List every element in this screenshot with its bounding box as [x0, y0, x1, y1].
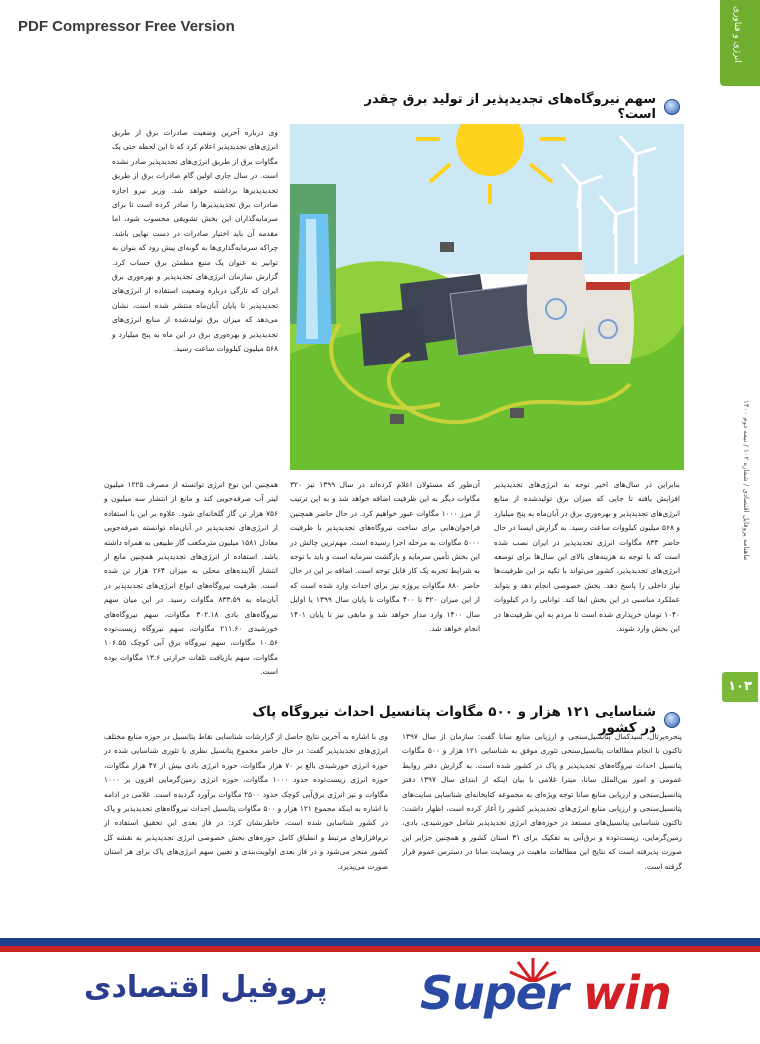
section1-column-right-top: وی درباره آخرین وضعیت صادرات برق از طریق انرژی‌های تجدیدپذیر اعلام کرد که تا این لحظه حتی یک مگاوات برق از طریق انرژی‌های تجدیدپذیر صادر نشده است. در سال جاری اولین گام صادرات برق از طریق تجدیدپذیرها برداشته خواهد شد. وزیر نیرو اجازه صادرات برق تجدیدپذیرها را صادر کرده است تا برای سرمایه‌گذاران این بخش تشویقی محسوب شود، اما مقدمه آن باید اختیار صادرات در دست نهایی باشد. چراکه سرمایه‌گذاری‌ها به گونه‌ای پیش رود که بتوان به توانیر به عنوان یک منبع مطمئن برق حساب کرد. گزارش سازمان انرژی‌های تجدیدپذیر و بهره‌وری برق ایران که تازگی درباره وضعیت استفاده از انرژی‌های تجدیدپذیر تا پایان آبان‌ماه منتشر شده است، نشان می‌دهد که میزان برق تولیدشده از منابع انرژی‌های تجدیدپذیر و بهره‌وری برق در این ماه به پنج میلیارد و ۵۶۸ میلیون کیلووات ساعت رسید.	[112, 128, 278, 354]
logo-part-win: win	[582, 966, 671, 1020]
section2-title: شناسایی ۱۲۱ هزار و ۵۰۰ مگاوات پتانسیل احداث نیروگاه پاک در کشور	[252, 704, 656, 736]
globe-bullet-icon	[664, 712, 680, 728]
section1-column-b: آن‌طور که مسئولان اعلام کرده‌اند در سال ۱۳۹۹ نیز ۳۲۰ مگاوات دیگر به این ظرفیت اضافه خواهد شد و به این ترتیب از مرز ۱۰۰۰ مگاوات عبور خواهیم کرد. در حال حاضر همچنین فراخوان‌هایی برای ساخت نیروگاه‌های تجدیدپذیر با ظرفیت ۵۰۰۰ مگاوات به مرحله اجرا رسیده است. مهم‌ترین چالش در این بخش تأمین سرمایه و بازگشت سرمایه است و باید با توجه به شرایط تجربه یک کار قابل توجه است. اضافه بر این در حال حاضر ۸۸۰ مگاوات پروژه نیز برای احداث وارد شده است که از این میزان ۳۲۰ تا ۴۰۰ مگاوات تا پایان سال ۱۳۹۹ یا اوایل سال ۱۴۰۰ وارد مدار خواهد شد و مابقی نیز تا پایان ۱۴۰۱ انجام خواهد شد.	[290, 480, 480, 634]
globe-bullet-icon	[664, 99, 680, 115]
section2-column-right: پنجره‌پرتال، سیدکمال پتانسیل‌سنجی و ارزیابی منابع سانا گفت: سازمان از سال ۱۳۹۷ تاکنون با انجام مطالعات پتانسیل‌سنجی تئوری موفق به شناسایی ۱۲۱ هزار و ۵۰۰ مگاوات پتانسیل احداث نیروگاه‌های تجدیدپذیر و پاک در کشور شده است. به گزارش دفتر روابط عمومی و امور بین‌الملل سانا، میترا غلامی با بیان اینکه از ابتدای سال ۱۳۹۷ دفتر پتانسیل‌سنجی و ارزیابی منابع سانا توجه ویژه‌ای به مجموعه کتابخانه‌ای شناسایی سایت‌های پتانسیل‌سنجی و ارزیابی منابع انرژی‌های تجدیدپذیر کشور را آغاز کرده است، اظهار داشت: تاکنون شناسایی پتانسیل‌های مستعد در حوزه‌های انرژی تجدیدپذیر شامل خورشیدی، بادی، زمین‌گرمایی، زیست‌توده و برق‌آبی به تفکیک برای ۳۱ استان کشور و همچنین جزایر این صورت پذیرفته است که نتایج این مطالعات ماهیت در وبسایت سانا در دسترس عموم قرار گرفته است.	[402, 732, 683, 871]
page-number: ۱۰۳	[722, 672, 758, 702]
superwin-logo	[420, 960, 740, 1032]
renewable-energy-illustration	[290, 124, 684, 470]
section1-column-c: بنابراین در سال‌های اخیر توجه به انرژی‌های تجدیدپذیر افزایش یافته تا جایی که میزان برق تولیدشده از منابع انرژی‌های تجدیدپذیر و بهره‌وری برق در آبان‌ماه به پنج میلیارد و ۵۶۸ میلیون کیلووات ساعت رسید. به گزارش ایسنا در حال حاضر ۸۳۴ مگاوات انرژی تجدیدپذیر در ایران نصب شده است که با توجه به هزینه‌های بالای این سال‌ها برای توسعه انرژی‌های تجدیدپذیر، کشور می‌تواند با تکیه بر این ظرفیت‌ها نیاز داخلی را پاسخ دهد. بخش خصوصی انجام دهد و بتواند عملکرد مناسبی در این بخش ایفا کند. توانایی را در کیلووات ۱۰۴۰ تومان خریداری شده است تا مردم به این ظرفیت‌ها در این بخش وارد شوند.	[494, 480, 680, 634]
section-tab-label: انرژی و فناوری	[732, 6, 742, 63]
section-tab	[720, 0, 760, 86]
section2-column-left: وی با اشاره به آخرین نتایج حاصل از گزارشات شناسایی نقاط پتانسیل در حوزه منابع مختلف انرژی‌های تجدیدپذیر گفت: در حال حاضر مجموع پتانسیل نظری یا تئوری شناسایی شده در حوزه انرژی خورشیدی بالغ بر ۷۰ هزار مگاوات، حوزه انرژی بادی بیش از ۴۷ هزار مگاوات، حوزه انرژی زیست‌توده حدود ۱۰۰۰ مگاوات، حوزه انرژی زمین‌گرمایی افزون بر ۱۰۰۰ مگاوات و نیز انرژی برق‌آبی کوچک حدود ۲۵۰۰ مگاوات برآورد گردیده است. غلامی در ادامه با اشاره به اینکه مجموع ۱۲۱ هزار و ۵۰۰ مگاوات پتانسیل احداث نیروگاه‌های تجدیدپذیر و پاک در کشور شناسایی شده است، خاطرنشان کرد: در فاز بعدی این تحقیق استفاده از نرم‌افزارهای مرتبط و انطباق کامل حوزه‌های بخش خصوصی انرژی تجدیدپذیر به نقشه کل کشور منجر می‌شود و در فاز بعدی اولویت‌بندی و تعیین سهم انرژی‌های پاک برای هر استان صورت می‌پذیرد.	[104, 732, 389, 871]
section1-title-bar	[340, 92, 680, 122]
logo-part-super: Super	[420, 966, 568, 1020]
waterfall-icon	[290, 184, 336, 344]
logo-wordmark	[420, 966, 671, 1020]
watermark: PDF Compressor Free Version	[18, 18, 235, 35]
footer-blue-band	[0, 938, 760, 946]
publication-name: پروفیل اقتصادی	[84, 970, 328, 1005]
section1-title: سهم نیروگاه‌های تجدیدپذیر از تولید برق چقدر است؟	[364, 92, 656, 122]
issue-info: ماهنامه پروفایل اقتصادی / شماره ۱۰۲ / نیمه دوم ۱۴۰۰	[742, 400, 750, 561]
section1-column-a: همچنین این نوع انرژی توانسته از مصرف ۱۲۲۵ میلیون لیتر آب صرفه‌جویی کند و مانع از انتشار سه میلیون و ۷۵۶ هزار تن گاز گلخانه‌ای شود. علاوه بر این با استفاده از انرژی‌های تجدیدپذیر در آبان‌ماه توانسته صرفه‌جویی معادل ۱۵۸۱ میلیون مترمکعب گاز طبیعی به همراه داشته باشد. استفاده از انرژی‌های تجدیدپذیر همچنین مانع از انتشار آلاینده‌های محلی به میزان ۲۶۴ هزار تن شده است. ظرفیت نیروگاه‌های انواع انرژی‌های تجدیدپذیر در آبان‌ماه به ۸۳۳.۵۹ مگاوات رسید. در این میان سهم نیروگاه‌های بادی ۳۰۲.۱۸ مگاوات، سهم نیروگاه‌های خورشیدی ۲۱۱.۶۰ مگاوات، سهم نیروگاه زیست‌توده ۱۰.۵۶ مگاوات، سهم نیروگاه برق آبی کوچک ۱۰۶.۵۵ مگاوات، سهم بازیافت تلفات حرارتی ۱۳.۶ مگاوات بوده است.	[104, 480, 279, 677]
